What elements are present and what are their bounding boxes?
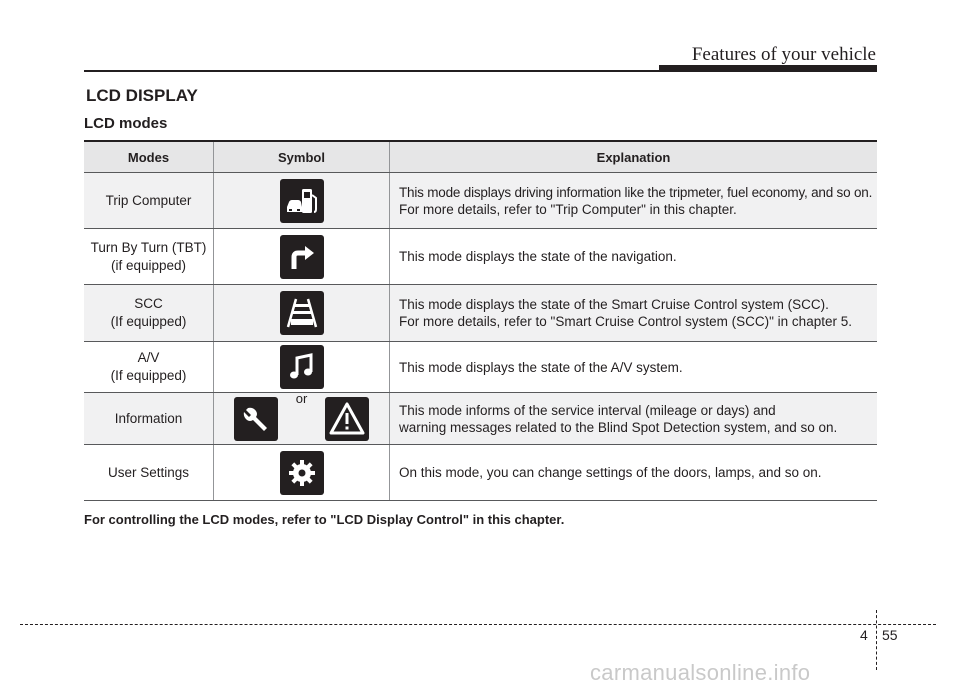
footnote: For controlling the LCD modes, refer to "LCD Display Control" in this chapter. [84, 512, 565, 527]
mode-label: Trip Computer [105, 192, 192, 208]
symbol-or-text: or [295, 390, 308, 406]
table-row-user-settings [84, 445, 877, 501]
explanation-line: For more details, refer to "Trip Computer" in this chapter. [399, 201, 737, 217]
mode-label: User Settings [107, 464, 190, 480]
footer-dashed-divider [876, 610, 877, 670]
table-row-trip-computer [84, 173, 877, 229]
explanation-line: For more details, refer to "Smart Cruise Control system (SCC)" in chapter 5. [399, 314, 852, 329]
column-header-modes: Modes [84, 141, 214, 173]
explanation-line: This mode informs of the service interval (mileage or days) and [399, 402, 776, 418]
mode-label-note: (if equipped) [110, 257, 187, 273]
cruise-lane-icon [280, 291, 324, 335]
page-header-title: Features of your vehicle [691, 44, 876, 65]
explanation-line: This mode displays the state of the navigation. [399, 249, 677, 264]
music-note-icon [280, 345, 324, 389]
section-title: LCD DISPLAY [86, 86, 198, 105]
sub-title: LCD modes [84, 115, 168, 132]
table-row-av [84, 342, 877, 393]
header-rule-accent [659, 65, 877, 71]
warning-triangle-icon [325, 397, 369, 441]
explanation-line: warning messages related to the Blind Spot Detection system, and so on. [399, 419, 838, 435]
mode-label: A/V [137, 350, 160, 365]
explanation-line: This mode displays driving information like the tripmeter, fuel economy, and so on. [399, 184, 873, 200]
mode-label: Turn By Turn (TBT) [90, 239, 207, 255]
table-row-scc [84, 285, 877, 342]
footer-dashed-rule [20, 624, 936, 625]
column-header-symbol: Symbol [214, 141, 390, 173]
page-number: 55 [882, 627, 898, 643]
turn-arrow-icon [280, 235, 324, 279]
gear-icon [280, 451, 324, 495]
watermark: carmanualsonline.info [590, 660, 811, 685]
mode-label: SCC [134, 296, 163, 311]
lcd-modes-table [84, 140, 877, 501]
chapter-number: 4 [860, 627, 868, 643]
table-header-row [84, 141, 877, 173]
wrench-icon [234, 397, 278, 441]
table-row-tbt [84, 229, 877, 285]
column-header-explanation: Explanation [390, 141, 878, 173]
table-row-information [84, 393, 877, 445]
mode-label-note: (If equipped) [110, 368, 187, 383]
explanation-line: On this mode, you can change settings of the doors, lamps, and so on. [399, 465, 822, 480]
explanation-line: This mode displays the state of the A/V system. [399, 359, 683, 375]
mode-label: Information [114, 410, 183, 426]
fuel-car-icon [280, 179, 324, 223]
explanation-line: This mode displays the state of the Smart Cruise Control system (SCC). [399, 297, 829, 312]
mode-label-note: (If equipped) [110, 314, 187, 329]
